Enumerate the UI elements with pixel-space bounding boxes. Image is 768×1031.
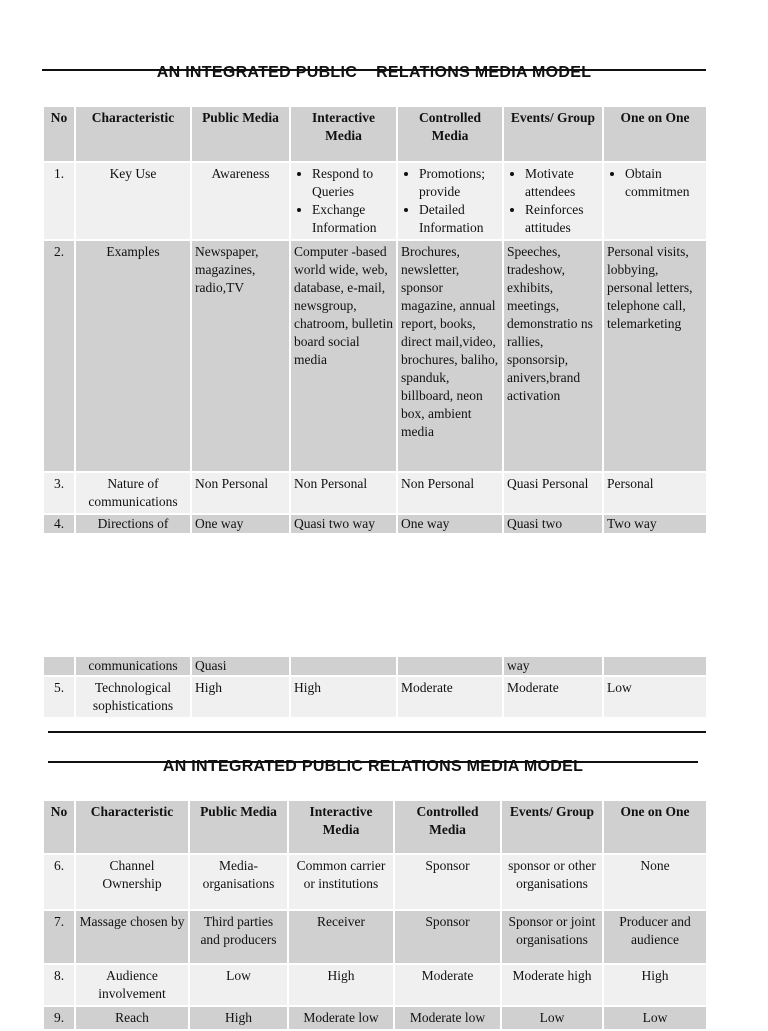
cell-one-on-one: None [603, 854, 707, 910]
row-characteristic: Reach [75, 1006, 189, 1030]
cell-controlled-media: Moderate low [394, 1006, 501, 1030]
row-number: 6. [43, 854, 75, 910]
media-model-table-1 [42, 105, 708, 535]
cell-events-group: Moderate [503, 676, 603, 718]
cell-controlled-media [397, 162, 503, 240]
cell-controlled-media [397, 656, 503, 676]
cell-events-group: Speeches, tradeshow, exhibits, meetings, demonstratio ns rallies, sponsorsip, anivers,brand activation [503, 240, 603, 472]
cell-interactive-media: Computer -based world wide, web, database, e-mail, newsgroup, chatroom, bulletin board social media [290, 240, 397, 472]
col-header-characteristic: Characteristic [75, 800, 189, 854]
cell-events-group: Sponsor or joint organisations [501, 910, 603, 964]
row-number: 2. [43, 240, 75, 472]
row-number: 5. [43, 676, 75, 718]
col-header-one-on-one: One on One [603, 800, 707, 854]
cell-public-media: Media-organisations [189, 854, 288, 910]
col-header-events-group: Events/ Group [501, 800, 603, 854]
section1-title: AN INTEGRATED PUBLIC RELATIONS MEDIA MODEL [156, 64, 592, 81]
row-number: 9. [43, 1006, 75, 1030]
cell-one-on-one: Low [603, 676, 707, 718]
section1-title-block [42, 62, 706, 86]
table-row [43, 1006, 707, 1030]
col-header-controlled-media: Controlled Media [394, 800, 501, 854]
cell-one-on-one [603, 656, 707, 676]
cell-events-group: Low [501, 1006, 603, 1030]
row-characteristic: Directions of [75, 514, 191, 534]
cell-one-on-one: Personal visits, lobbying, personal letters, telephone call, telemarketing [603, 240, 707, 472]
section-divider [48, 731, 706, 733]
row-number [43, 656, 75, 676]
table-header-row [43, 800, 707, 854]
row-characteristic: Nature of communications [75, 472, 191, 514]
list-item: • Reinforces attitudes [525, 201, 599, 237]
media-model-table-1-continued [42, 655, 708, 719]
cell-events-group: Moderate high [501, 964, 603, 1006]
cell-one-on-one [603, 162, 707, 240]
cell-public-media: One way [191, 514, 290, 534]
row-number: 8. [43, 964, 75, 1006]
table-row [43, 472, 707, 514]
list-item: • Motivate attendees [525, 165, 599, 201]
cell-events-group [503, 162, 603, 240]
row-characteristic: Massage chosen by [75, 910, 189, 964]
cell-one-on-one: Two way [603, 514, 707, 534]
cell-public-media: High [189, 1006, 288, 1030]
cell-controlled-media: Sponsor [394, 854, 501, 910]
cell-controlled-media: Brochures, newsletter, sponsor magazine, annual report, books, direct mail,video, brochures, baliho, spanduk, billboard, neon box, ambient media [397, 240, 503, 472]
cell-public-media: Non Personal [191, 472, 290, 514]
row-characteristic: Audience involvement [75, 964, 189, 1006]
cell-interactive-media: Common carrier or institutions [288, 854, 394, 910]
col-header-public-media: Public Media [191, 106, 290, 162]
cell-interactive-media [290, 656, 397, 676]
cell-interactive-media: High [290, 676, 397, 718]
cell-interactive-media: Quasi two way [290, 514, 397, 534]
list-item: • Obtain commitmen [625, 165, 703, 201]
cell-public-media: High [191, 676, 290, 718]
col-header-one-on-one: One on One [603, 106, 707, 162]
cell-interactive-media: Non Personal [290, 472, 397, 514]
list-item: • Detailed Information [419, 201, 499, 237]
list-item: • Exchange Information [312, 201, 393, 237]
table-row [43, 514, 707, 534]
table-row [43, 656, 707, 676]
cell-controlled-media: Non Personal [397, 472, 503, 514]
row-number: 4. [43, 514, 75, 534]
cell-controlled-media: Moderate [397, 676, 503, 718]
table-row [43, 676, 707, 718]
cell-one-on-one: High [603, 964, 707, 1006]
cell-interactive-media: Moderate low [288, 1006, 394, 1030]
col-header-interactive-media: Interactive Media [290, 106, 397, 162]
cell-controlled-media: One way [397, 514, 503, 534]
media-model-table-2 [42, 799, 708, 1031]
list-item: • Respond to Queries [312, 165, 393, 201]
table-row [43, 162, 707, 240]
cell-public-media: Awareness [191, 162, 290, 240]
cell-events-group: Quasi two [503, 514, 603, 534]
row-characteristic: Channel Ownership [75, 854, 189, 910]
cell-interactive-media: High [288, 964, 394, 1006]
row-number: 3. [43, 472, 75, 514]
cell-public-media: Low [189, 964, 288, 1006]
cell-interactive-media: Receiver [288, 910, 394, 964]
cell-public-media: Newspaper, magazines, radio,TV [191, 240, 290, 472]
col-header-interactive-media: Interactive Media [288, 800, 394, 854]
section2-title: AN INTEGRATED PUBLIC RELATIONS MEDIA MODEL [162, 758, 584, 775]
cell-controlled-media: Sponsor [394, 910, 501, 964]
row-number: 1. [43, 162, 75, 240]
cell-events-group: way [503, 656, 603, 676]
row-characteristic: communications [75, 656, 191, 676]
col-header-characteristic: Characteristic [75, 106, 191, 162]
col-header-no: No [43, 106, 75, 162]
table-row [43, 240, 707, 472]
cell-events-group: sponsor or other organisations [501, 854, 603, 910]
section2-title-block [48, 756, 698, 780]
cell-public-media: Quasi [191, 656, 290, 676]
row-characteristic: Examples [75, 240, 191, 472]
cell-one-on-one: Personal [603, 472, 707, 514]
table-row [43, 854, 707, 910]
cell-one-on-one: Low [603, 1006, 707, 1030]
cell-public-media: Third parties and producers [189, 910, 288, 964]
list-item: • Promotions; provide [419, 165, 499, 201]
table-row [43, 910, 707, 964]
cell-interactive-media [290, 162, 397, 240]
row-characteristic: Technological sophistications [75, 676, 191, 718]
col-header-controlled-media: Controlled Media [397, 106, 503, 162]
table-row [43, 964, 707, 1006]
row-characteristic: Key Use [75, 162, 191, 240]
col-header-public-media: Public Media [189, 800, 288, 854]
cell-controlled-media: Moderate [394, 964, 501, 1006]
cell-one-on-one: Producer and audience [603, 910, 707, 964]
col-header-no: No [43, 800, 75, 854]
row-number: 7. [43, 910, 75, 964]
col-header-events-group: Events/ Group [503, 106, 603, 162]
table-header-row [43, 106, 707, 162]
cell-events-group: Quasi Personal [503, 472, 603, 514]
